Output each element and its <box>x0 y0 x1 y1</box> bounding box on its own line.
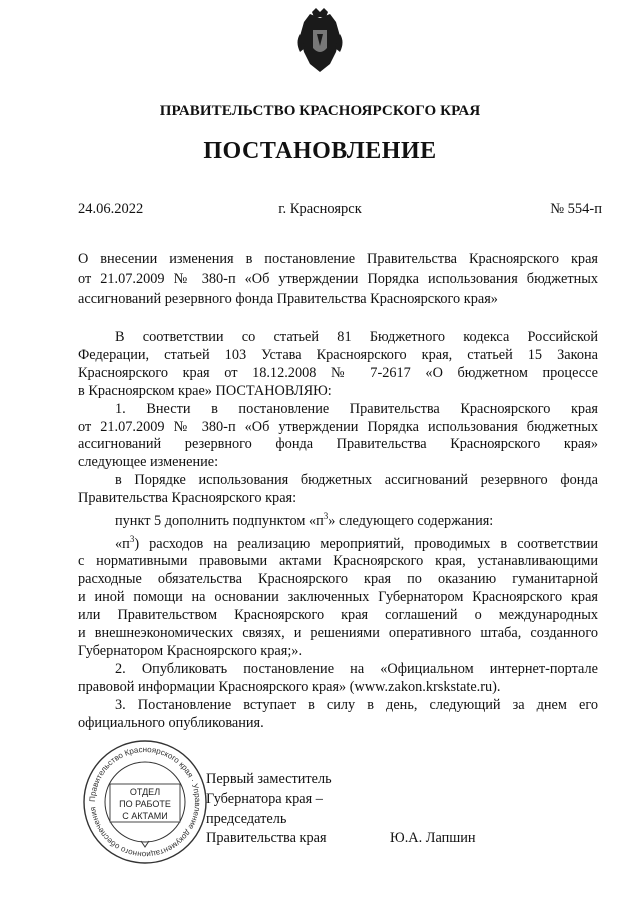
document-subject <box>78 249 598 309</box>
stamp-center-line: ОТДЕЛ <box>129 787 161 797</box>
body-line: следующее изменение: <box>78 454 219 471</box>
body-line: 3. Постановление вступает в силу в день, следующий за днем его <box>115 696 598 713</box>
body-line: ассигнований резервного фонда Правительства Красноярского края» <box>78 436 598 453</box>
body-line: Губернатором Красноярского края;». <box>78 642 303 659</box>
body-line: или Правительством Красноярского края соглашений о международных <box>78 607 598 624</box>
body-line: пункт 5 дополнить подпунктом «$п^3$» следующего содержания: <box>115 511 494 529</box>
signature-line: Первый заместитель <box>206 771 332 787</box>
body-line: правовой информации Красноярского края» (www.zakon.krskstate.ru). <box>78 678 501 695</box>
subject-line: от 21.07.2009 № 380-п «Об утверждении Порядка использования бюджетных <box>78 271 598 287</box>
document-body <box>78 329 598 732</box>
body-line: В соответствии со статьей 81 Бюджетного кодекса Российской <box>115 329 598 345</box>
body-line: Красноярского края от 18.12.2008 № 7-2617 «О бюджетном процессе <box>78 364 598 381</box>
signer-name: Ю.А. Лапшин <box>390 830 476 846</box>
body-line: Правительства Красноярского края: <box>78 490 297 507</box>
document-number: № 554-п <box>550 201 602 217</box>
stamp-ring-text: Правительство Красноярского края · Управление документационного обеспечения <box>87 744 203 860</box>
body-line: от 21.07.2009 № 380-п «Об утверждении Порядка использования бюджетных <box>78 418 598 435</box>
body-line: Федерации, статьей 103 Устава Красноярского края, статьей 15 Закона <box>78 346 598 363</box>
body-line: официального опубликования. <box>78 714 264 731</box>
signature-line: председатель <box>206 810 287 827</box>
document-city: г. Красноярск <box>278 201 362 217</box>
body-line: в Порядке использования бюджетных ассигнований резервного фонда <box>115 472 598 489</box>
subject-line: ассигнований резервного фонда Правительства Красноярского края» <box>78 291 498 307</box>
body-line: 1. Внести в постановление Правительства Красноярского края <box>115 400 598 417</box>
document-type-title: ПОСТАНОВЛЕНИЕ <box>203 138 437 164</box>
subject-line: О внесении изменения в постановление Правительства Красноярского края <box>78 251 598 267</box>
body-line: в Красноярском крае» ПОСТАНОВЛЯЮ: <box>78 382 332 399</box>
signature-line: Правительства края <box>206 830 327 847</box>
office-stamp <box>80 737 210 867</box>
body-line: и иной помощи на основании заключенных Губернатором Красноярского края <box>78 589 598 606</box>
document-date: 24.06.2022 <box>78 201 144 217</box>
stamp-center-line: ПО РАБОТЕ <box>119 799 171 809</box>
body-line: и внешнеэкономических связях, и решениями оперативного штаба, созданного <box>78 625 598 642</box>
signature-line: Губернатора края – <box>206 790 323 807</box>
body-line: «$п^3$) расходов на реализацию мероприятий, проводимых в соответствии <box>115 533 598 552</box>
stamp-center-line: С АКТАМИ <box>122 811 168 821</box>
body-line: расходные обязательства Красноярского края по оказанию гуманитарной <box>78 571 598 588</box>
government-name: ПРАВИТЕЛЬСТВО КРАСНОЯРСКОГО КРАЯ <box>159 103 481 119</box>
signature-position <box>206 770 332 849</box>
body-line: с нормативными правовыми актами Красноярского края, устанавливающими <box>78 553 598 570</box>
body-line: 2. Опубликовать постановление на «Официальном интернет-портале <box>115 660 598 677</box>
coat-of-arms-emblem-icon <box>296 8 344 74</box>
